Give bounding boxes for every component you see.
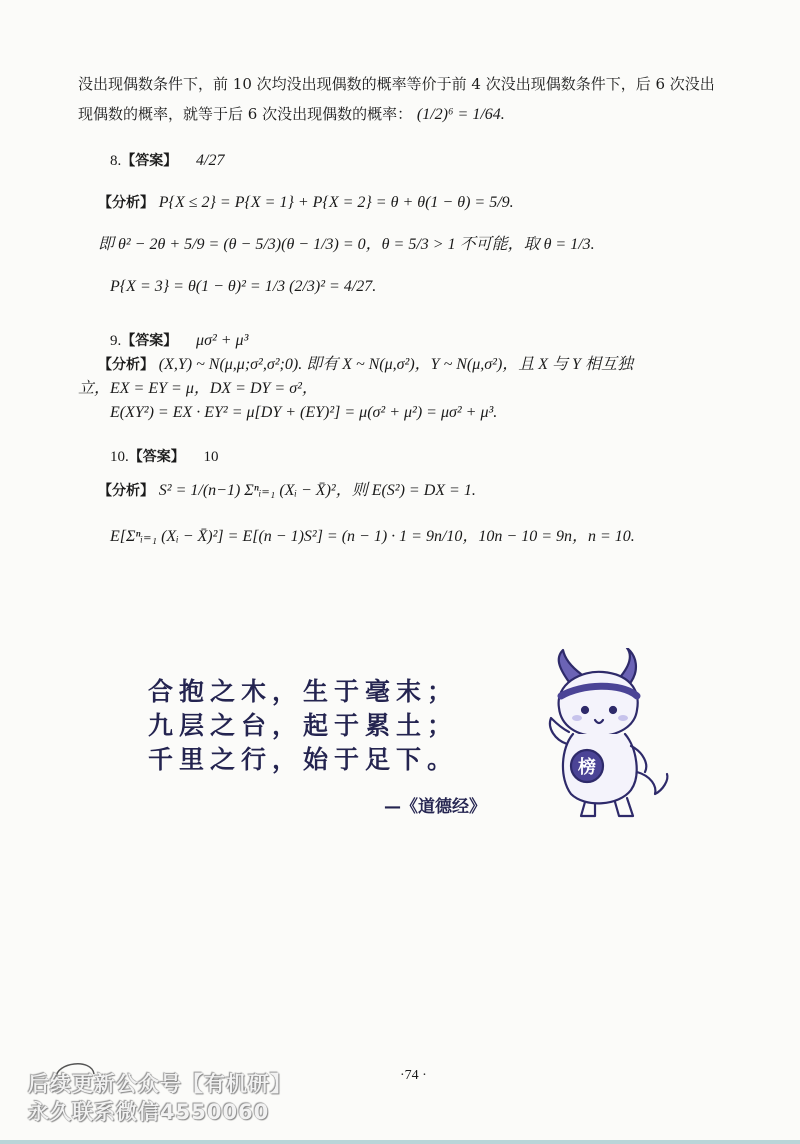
poem-line-1: 合抱之木，生于毫末； — [148, 677, 459, 706]
q8-answer-line — [110, 150, 224, 172]
bottom-edge-strip — [0, 1140, 800, 1144]
q10-number: 10. — [110, 449, 129, 465]
q9-analysis-1: (X,Y) ~ N(μ,μ;σ²,σ²;0). 即有 X ~ N(μ,σ²)，Y ~ N(μ,σ²)，且 X 与 Y 相互独 — [158, 356, 633, 373]
q10-answer: 10 — [203, 449, 219, 465]
q9-number: 9. — [110, 333, 122, 349]
q9-answer: μσ² + μ³ — [196, 332, 249, 349]
intro-line-2-text: 现偶数的概率，就等于后 6 次没出现偶数的概率： — [78, 105, 413, 123]
q8-analysis-3: P{X = 3} = θ(1 − θ)² = 1/3 (2/3)² = 4/27. — [110, 278, 377, 295]
watermark-line-2: 永久联系微信4550060 — [28, 1100, 270, 1124]
q10-analysis-tag: 【分析】 — [98, 483, 154, 499]
mascot-illustration — [525, 648, 675, 820]
q9-analysis-2: 立，EX = EY = μ，DX = DY = σ²， — [78, 380, 318, 397]
q10-analysis-1: S² = 1/(n−1) Σⁿᵢ₌₁ (Xᵢ − X̄)²，则 E(S²) = DX = 1. — [158, 482, 476, 499]
q10-answer-line — [110, 446, 219, 468]
q10-analysis-line-1 — [98, 480, 476, 502]
poem-source: —《道德经》 — [384, 797, 486, 817]
q9-analysis-tag: 【分析】 — [98, 357, 154, 373]
q8-analysis-tag: 【分析】 — [98, 195, 154, 211]
q8-analysis-line-2 — [98, 234, 595, 256]
q9-answer-line — [110, 330, 248, 352]
intro-line-2-math: (1/2)⁶ = 1/64. — [416, 106, 505, 123]
q9-answer-tag: 【答案】 — [121, 333, 178, 349]
q8-answer-tag: 【答案】 — [121, 153, 178, 169]
q9-analysis-line-2 — [78, 378, 318, 400]
q10-analysis-line-2 — [110, 526, 635, 548]
q8-analysis-line-1 — [98, 192, 514, 214]
q8-answer: 4/27 — [196, 152, 225, 169]
q10-analysis-2: E[Σⁿᵢ₌₁ (Xᵢ − X̄)²] = E[(n − 1)S²] = (n − 1) · 1 = 9n/10，10n − 10 = 9n，n = 10. — [110, 528, 635, 545]
q8-analysis-line-3 — [110, 276, 376, 298]
q8-analysis-2: 即 θ² − 2θ + 5/9 = (θ − 5/3)(θ − 1/3) = 0，θ = 5/3 > 1 不可能，取 θ = 1/3. — [98, 236, 595, 253]
intro-line-1: 没出现偶数条件下，前 10 次均没出现偶数的概率等价于前 4 次没出现偶数条件下，后 6 次没出 — [78, 75, 715, 93]
watermark-line-1: 后续更新公众号【有机研】 — [28, 1072, 292, 1096]
q9-analysis-line-3 — [110, 402, 497, 424]
q9-analysis-line-1 — [98, 354, 633, 376]
q8-number: 8. — [110, 153, 122, 169]
q9-analysis-3: E(XY²) = EX · EY² = μ[DY + (EY)²] = μ(σ² + μ²) = μσ² + μ³. — [110, 404, 498, 421]
page-number: ·74 · — [400, 1068, 427, 1083]
q10-answer-tag: 【答案】 — [128, 449, 185, 465]
poem-line-3: 千里之行，始于足下。 — [148, 745, 459, 774]
q8-analysis-1: P{X ≤ 2} = P{X = 1} + P{X = 2} = θ + θ(1 − θ) = 5/9. — [158, 194, 514, 211]
poem-line-2: 九层之台，起于累土； — [148, 711, 459, 740]
mascot-badge-char: 榜 — [578, 757, 596, 778]
intro-line-2 — [78, 104, 505, 126]
